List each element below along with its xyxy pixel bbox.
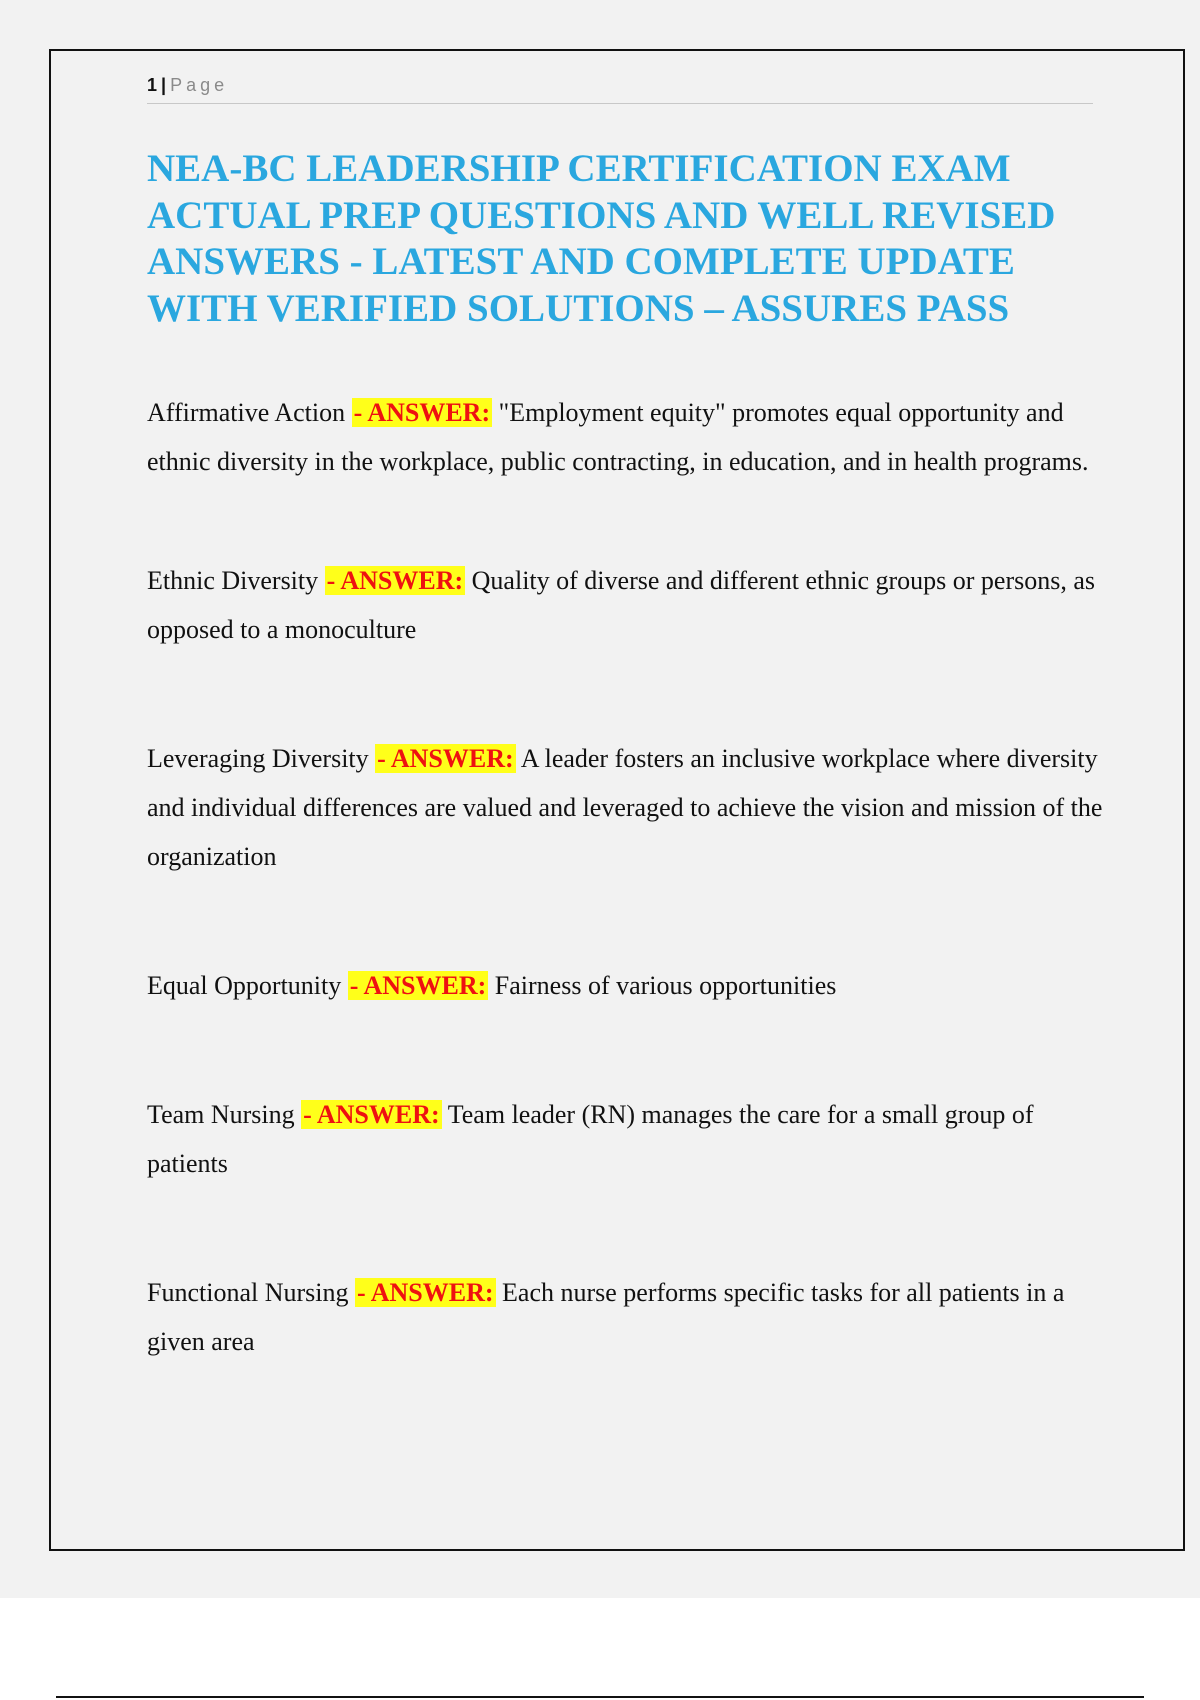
page-number: 1 [147, 75, 158, 95]
answer-marker: - ANSWER: [353, 398, 491, 427]
qa-term: Equal Opportunity [147, 971, 342, 1000]
page-label: Page [170, 75, 229, 95]
qa-term: Leveraging Diversity [147, 744, 369, 773]
qa-term: Affirmative Action [147, 398, 346, 427]
answer-marker: - ANSWER: [377, 744, 514, 773]
qa-term: Ethnic Diversity [147, 566, 319, 595]
answer-marker: - ANSWER: [326, 566, 464, 595]
qa-item [147, 388, 1107, 486]
qa-answer: "Employment equity" promotes equal opportunity and ethnic diversity in the workplace, public contracting, in education, and in health programs. [147, 398, 1089, 476]
qa-answer: Each nurse performs specific tasks for all patients in a given area [147, 1278, 1065, 1356]
qa-answer: A leader fosters an inclusive workplace where diversity and individual differences are valued and leveraged to achieve the vision and mission of the organization [147, 744, 1103, 871]
document-title: NEA-BC LEADERSHIP CERTIFICATION EXAM ACTUAL PREP QUESTIONS AND WELL REVISED ANSWERS - LATEST AND COMPLETE UPDATE WITH VERIFIED SOLUTIONS – ASSURES PASS [147, 147, 1056, 330]
qa-answer: Team leader (RN) manages the care for a small group of patients [147, 1100, 1034, 1178]
qa-answer: Quality of diverse and different ethnic groups or persons, as opposed to a monoculture [147, 566, 1096, 644]
qa-answer: Fairness of various opportunities [494, 971, 837, 1000]
answer-marker: - ANSWER: [349, 971, 487, 1000]
answer-marker: - ANSWER: [357, 1278, 494, 1307]
qa-term: Functional Nursing [147, 1278, 349, 1307]
page-header [147, 73, 1093, 104]
page-header-separator: | [161, 75, 167, 95]
qa-term: Team Nursing [147, 1100, 295, 1129]
qa-list [147, 388, 1107, 1366]
qa-item [147, 1268, 1107, 1366]
answer-marker: - ANSWER: [303, 1100, 440, 1129]
next-page-top-rule [56, 1696, 1144, 1698]
qa-item [147, 1090, 1107, 1188]
document-page [49, 49, 1185, 1551]
qa-item [147, 961, 1107, 1010]
qa-item [147, 556, 1107, 654]
qa-item [147, 734, 1107, 881]
